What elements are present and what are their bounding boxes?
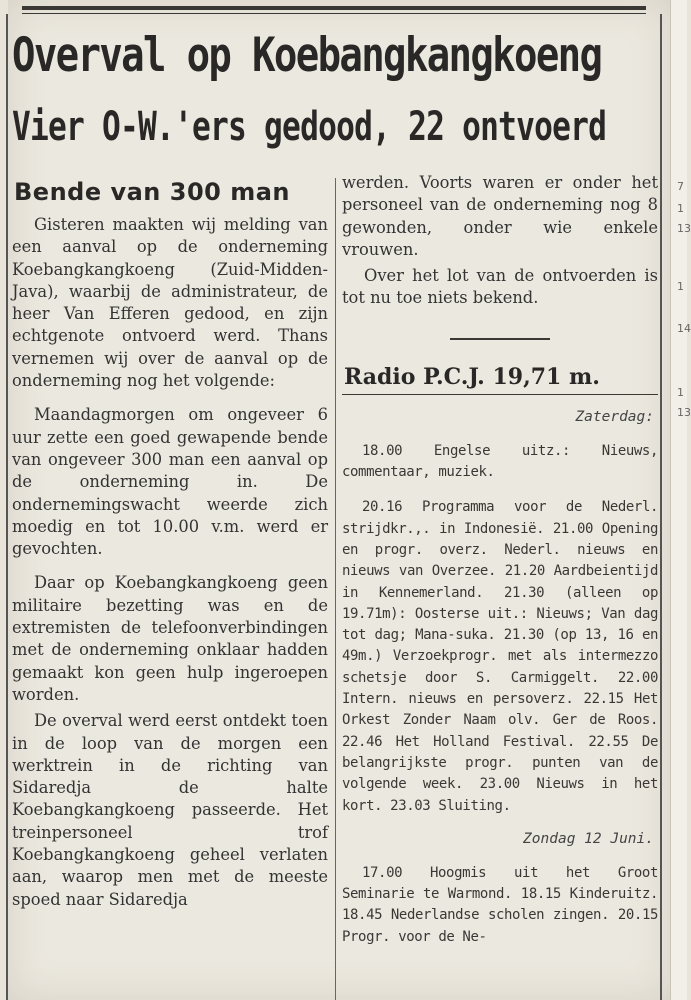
left-border-rule bbox=[6, 14, 8, 1000]
article-continuation: werden. Voorts waren er onder het personeel van de onderneming nog 8 gewonden, onder wie enkele vrouwen. bbox=[342, 173, 658, 259]
radio-schedule-title: Radio P.C.J. 19,71 m. bbox=[344, 363, 600, 390]
edge-mark: 13 bbox=[677, 222, 691, 235]
schedule-entry: 20.16 Programma voor de Nederl. strijdkr.,. in Indonesië. 21.00 Opening en progr. overz. Nederl. nieuws en nieuws van Overzee. 21.20 Aardbeientijd in Kennemerland. 21.30 (alleen op 19.71m): Oosterse uit.: Nieuws; Van dag tot dag; Mana-suka. 21.30 (op 13, 16 en 49m.) Verzoekprogr. met als intermezzo schetsje door S. Carmiggelt. 22.00 Intern. nieuws en persoverz. 22.15 Het Orkest Zonder Naam olv. Ger de Roos. 22.46 Het Holland Festival. 22.55 De belangrijkste progr. punten van de volgende week. 23.00 Nieuws in het kort. 23.03 Sluiting. bbox=[342, 499, 658, 814]
article-paragraph: Maandagmorgen om ongeveer 6 uur zette een goed gewapende bende van ongeveer 300 man een aanval op de onderneming in. De ondernemingswacht weerde zich moedig en tot 10.00 v.m. werd er gevochten. bbox=[12, 405, 328, 559]
article-headline: Overval op Koebangkangkoeng bbox=[12, 28, 602, 83]
schedule-day-saturday: Zaterdag: bbox=[575, 408, 654, 425]
edge-mark: 1 bbox=[677, 202, 684, 215]
right-border-rule bbox=[660, 14, 662, 1000]
section-separator bbox=[450, 338, 550, 340]
top-border-rule bbox=[22, 6, 646, 10]
schedule-entry: 18.00 Engelse uitz.: Nieuws, commentaar, muziek. bbox=[342, 442, 658, 481]
article-column-left bbox=[12, 176, 328, 923]
section-heading: Bende van 300 man bbox=[14, 178, 290, 206]
edge-mark: 13 bbox=[677, 406, 691, 419]
article-column-right bbox=[342, 172, 658, 962]
radio-title-rule bbox=[342, 394, 658, 395]
article-continuation: Over het lot van de ontvoerden is tot nu toe niets bekend. bbox=[342, 266, 658, 308]
schedule-day-sunday: Zondag 12 Juni. bbox=[523, 830, 654, 847]
edge-mark: 7 bbox=[677, 180, 684, 193]
edge-mark: 14 bbox=[677, 322, 691, 335]
article-paragraph: Daar op Koebangkangkoeng geen militaire bezetting was en de extremisten de telefoonverbindingen met de onderneming onklaar hadden gemaakt kon geen hulp ingeroepen worden. bbox=[12, 573, 328, 704]
column-divider bbox=[335, 178, 336, 1000]
edge-mark: 1 bbox=[677, 386, 684, 399]
top-border-rule-thin bbox=[22, 13, 646, 14]
adjacent-column-edge bbox=[670, 0, 691, 1000]
edge-mark: 1 bbox=[677, 280, 684, 293]
schedule-entry: 17.00 Hoogmis uit het Groot Seminarie te Warmond. 18.15 Kinderuitz. 18.45 Nederlandse scholen zingen. 20.15 Progr. voor de Ne- bbox=[342, 864, 658, 945]
article-subheadline: Vier O-W.'ers gedood, 22 ontvoerd bbox=[12, 104, 607, 150]
article-paragraph: Gisteren maakten wij melding van een aanval op de onderneming Koebangkangkoeng (Zuid-Midden-Java), waarbij de administrateur, de heer Van Efferen gedood, en zijn echtgenote ontvoerd werd. Thans vernemen wij over de aanval op de onderneming nog het volgende: bbox=[12, 215, 328, 391]
article-paragraph: De overval werd eerst ontdekt toen in de loop van de morgen een werktrein in de richting van Sidaredja de halte Koebangkangkoeng passeerde. Het treinpersoneel trof Koebangkangkoeng geheel verlaten aan, waarop men met de meeste spoed naar Sidaredja bbox=[12, 711, 328, 909]
